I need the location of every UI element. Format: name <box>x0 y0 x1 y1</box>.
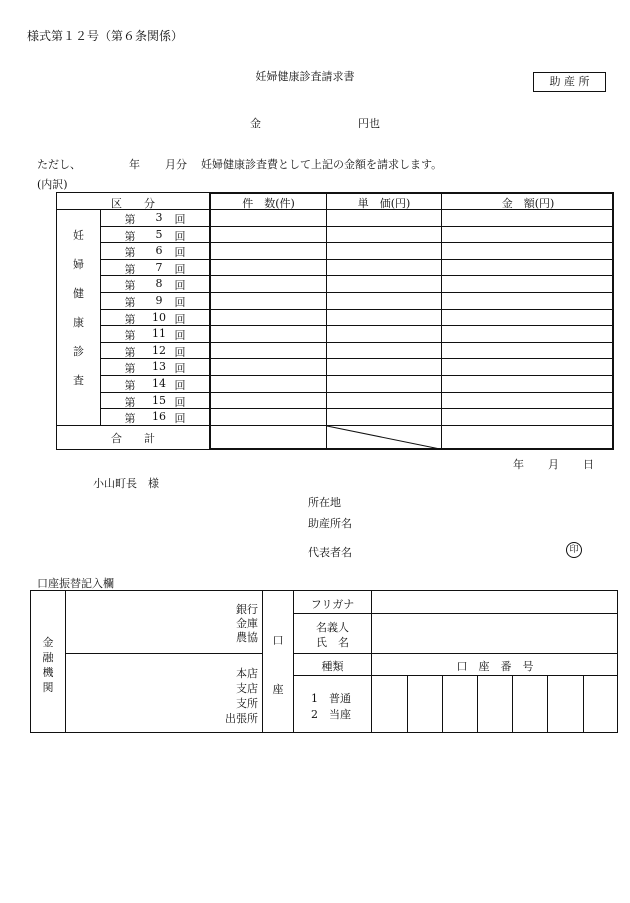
diagonal-slash <box>326 425 441 450</box>
kind-option-current: 2 当座 <box>311 708 351 721</box>
visit-prefix: 第 <box>124 329 136 343</box>
bank-type: 農協 <box>236 631 258 644</box>
branch-type: 本店 <box>236 667 258 680</box>
visit-prefix: 第 <box>124 362 136 376</box>
visit-number: 3 <box>155 211 163 224</box>
visit-number: 7 <box>155 260 163 274</box>
institution-label-char: 関 <box>42 681 54 694</box>
amount-label: 金 <box>250 117 261 130</box>
recipient-badge: 助 産 所 <box>533 72 606 92</box>
branch-type: 出張所 <box>225 712 258 725</box>
visit-number: 6 <box>155 244 163 258</box>
visit-prefix: 第 <box>124 279 136 293</box>
visit-number: 11 <box>152 327 166 341</box>
visit-suffix: 回 <box>174 213 186 226</box>
transfer-title: 口座振替記入欄 <box>37 577 114 590</box>
header-amount: 金 額(円) <box>501 197 555 210</box>
group-label-char: 康 <box>73 316 84 329</box>
visit-prefix: 第 <box>124 296 136 309</box>
header-count: 件 数(件) <box>242 197 295 210</box>
statement-prefix: ただし、 <box>37 158 81 171</box>
addressee: 小山町長 様 <box>93 477 159 490</box>
visit-prefix: 第 <box>124 312 136 326</box>
visit-number: 14 <box>152 377 166 390</box>
visit-suffix: 回 <box>174 312 186 326</box>
visit-suffix: 回 <box>174 345 186 359</box>
date-month: 月 <box>548 458 559 471</box>
holder-label-2: 氏 名 <box>316 636 349 649</box>
bank-type: 銀行 <box>236 603 258 616</box>
page-title: 妊婦健康診査請求書 <box>255 70 355 83</box>
statement-month: 月分 <box>165 158 187 171</box>
visit-suffix: 回 <box>174 412 186 426</box>
statement-text: 妊婦健康診査費として上記の金額を請求します。 <box>201 158 443 171</box>
branch-type: 支店 <box>236 682 258 695</box>
visit-prefix: 第 <box>124 395 136 409</box>
statement-year: 年 <box>129 158 140 171</box>
visit-suffix: 回 <box>174 296 186 309</box>
visit-number: 10 <box>152 310 166 324</box>
applicant-clinic-label: 助産所名 <box>308 517 352 530</box>
group-label-char: 査 <box>73 374 84 387</box>
amount-unit: 円也 <box>358 117 380 130</box>
kind-label: 種類 <box>321 660 344 673</box>
branch-type: 支所 <box>236 697 258 710</box>
header-category: 区 分 <box>111 197 155 210</box>
group-label-char: 健 <box>73 287 84 300</box>
institution-label-char: 融 <box>42 651 54 664</box>
visit-number: 16 <box>152 410 166 424</box>
account-label-2: 座 <box>272 683 284 696</box>
kind-option-ordinary: 1 普通 <box>311 692 351 705</box>
applicant-address-label: 所在地 <box>308 496 341 509</box>
visit-suffix: 回 <box>174 395 186 409</box>
visit-number: 9 <box>155 294 163 307</box>
account-number-label: 口 座 番 号 <box>456 660 534 673</box>
visit-suffix: 回 <box>174 246 186 260</box>
visit-number: 13 <box>152 360 166 374</box>
visit-number: 5 <box>155 227 163 241</box>
seal-mark: 印 <box>566 542 582 558</box>
visit-prefix: 第 <box>124 213 136 226</box>
date-year: 年 <box>513 458 524 471</box>
total-label: 合 計 <box>111 432 155 445</box>
applicant-representative-label: 代表者名 <box>308 546 352 559</box>
breakdown-label: (内訳) <box>37 178 68 191</box>
visit-prefix: 第 <box>124 229 136 243</box>
group-label-char: 婦 <box>73 258 84 271</box>
visit-prefix: 第 <box>124 379 136 392</box>
group-label-char: 妊 <box>73 229 84 242</box>
visit-suffix: 回 <box>174 362 186 376</box>
visit-suffix: 回 <box>174 379 186 392</box>
visit-number: 12 <box>152 343 166 357</box>
visit-suffix: 回 <box>174 279 186 293</box>
institution-label-char: 機 <box>42 666 54 679</box>
bank-type: 金庫 <box>236 617 258 630</box>
visit-prefix: 第 <box>124 262 136 276</box>
visit-prefix: 第 <box>124 246 136 260</box>
visit-suffix: 回 <box>174 229 186 243</box>
furigana-label: フリガナ <box>310 598 355 611</box>
visit-prefix: 第 <box>124 412 136 426</box>
visit-number: 8 <box>155 277 163 291</box>
visit-prefix: 第 <box>124 345 136 359</box>
visit-suffix: 回 <box>174 262 186 276</box>
holder-label-1: 名義人 <box>316 621 349 634</box>
group-label-char: 診 <box>73 345 84 358</box>
visit-suffix: 回 <box>174 329 186 343</box>
header-unit-price: 単 価(円) <box>357 197 411 210</box>
form-id: 様式第１２号（第６条関係） <box>27 29 184 43</box>
account-label-1: 口 <box>272 634 284 647</box>
institution-label-char: 金 <box>42 636 54 649</box>
visit-number: 15 <box>152 393 166 407</box>
date-day: 日 <box>583 458 594 471</box>
